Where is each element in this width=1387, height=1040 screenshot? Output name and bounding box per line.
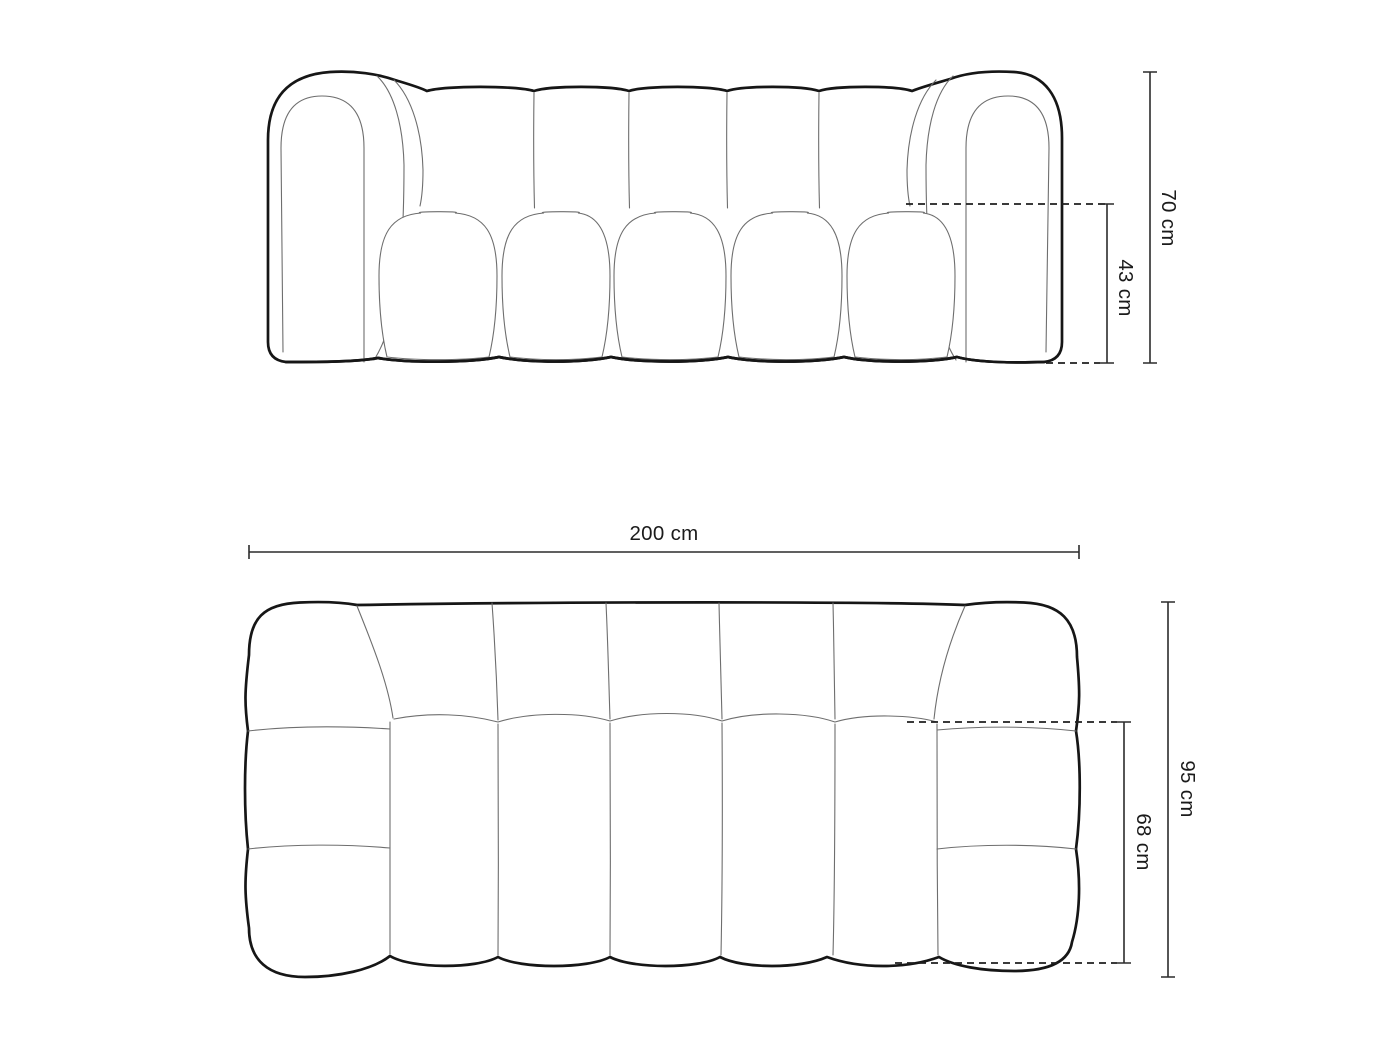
top-seat-depth-label: 68 cm: [1131, 813, 1155, 871]
sofa-top-view: [245, 522, 1199, 977]
top-outer-silhouette: [245, 602, 1080, 977]
top-depth-dimension: [1161, 602, 1199, 977]
seat-cushion: [502, 212, 610, 360]
front-seat-cushions: [379, 212, 955, 360]
front-height-label: 70 cm: [1156, 189, 1180, 247]
seat-cushion: [847, 212, 955, 360]
seat-cushion: [614, 212, 726, 360]
top-depth-label: 95 cm: [1175, 760, 1199, 818]
top-width-label: 200 cm: [629, 522, 699, 545]
top-width-dimension: [249, 522, 1079, 559]
sofa-front-view: [268, 72, 1180, 363]
seat-cushion: [379, 212, 497, 360]
seat-cushion: [731, 212, 842, 360]
front-height-dimension: [1143, 72, 1180, 363]
front-seat-height-label: 43 cm: [1113, 259, 1137, 317]
